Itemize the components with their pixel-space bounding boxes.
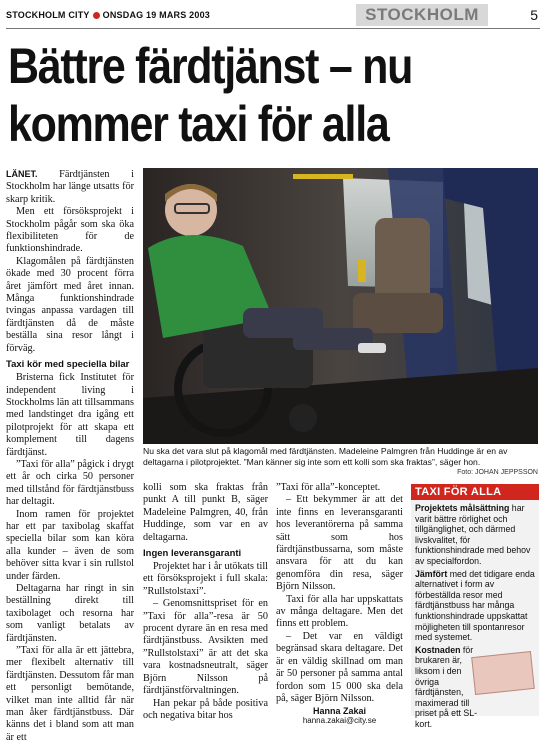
paragraph: ”Taxi för alla är ett jättebra, mer flexibelt alternativ till färdtjänsten. Dessutom får man ett personligt bemötande, vilket man inte alltid får när man åker färdtjänstbuss. Där känns det i bland som att man är ett (6, 645, 134, 743)
factbox-body (411, 500, 539, 734)
paragraph: Han pekar på både positiva och negativa bitar hos (143, 697, 268, 721)
dateline: LÄNET. (6, 169, 38, 179)
photo-caption: Nu ska det vara slut på klagomål med färdtjänsten. Madeleine Palmgren från Huddinge är en av deltagarna i pilotprojektet. ”Man känner sig inte som ett kolli som ska fraktas”, säger hon. (143, 446, 508, 467)
paragraph: LÄNET. Färdtjänsten i Stockholm har länge utsatts för skarp kritik. (6, 169, 134, 205)
paragraph: Men ett försöksprojekt i Stockholm pågår som ska öka flexibiliteten för de funktionshindrade. (6, 206, 134, 255)
page-number: 5 (530, 7, 538, 23)
red-dot-icon (93, 12, 100, 19)
paragraph: ”Taxi för alla” pågick i drygt ett år och cirka 50 personer med tillstånd för färdtjänstbuss har deltagit. (6, 458, 134, 508)
publication-line (6, 10, 210, 20)
headline (8, 37, 466, 153)
article-column-2 (143, 482, 268, 721)
paragraph: – Ett bekymmer är att det inte finns en leveransgaranti hos leverantörerna på samma sätt som hos färdtjänstbussarna, som måste ansvara för att du kan genomföra din resa, säger Björn Nilsson. (276, 494, 403, 593)
article-column-1 (6, 168, 134, 743)
taxi-interior-photo (143, 168, 538, 444)
author-email[interactable]: hanna.zakai@city.se (302, 716, 377, 726)
paragraph: kolli som ska fraktas från punkt A till punkt B, säger Madeleine Palmgren, 40, från Huddinge, som var en av deltagarna. (143, 482, 268, 543)
article-photo (143, 168, 538, 444)
subheading: Taxi kör med speciella bilar (6, 359, 130, 371)
paragraph: Klagomålen på färdtjänsten ökade med 30 procent förra året jämfört med året innan. Många funktionshindrade tvingas anpassa vardagen till färdtjänsten då de måste beställa sina resor långt i förväg. (6, 255, 134, 354)
publication-name: STOCKHOLM CITY (6, 10, 90, 20)
factbox-paragraph: Kostnaden för brukaren är, liksom i den övriga färdtjänsten, maximerad till priset på ett SL-kort. (415, 644, 478, 729)
factbox-title: TAXI FÖR ALLA (411, 484, 539, 500)
paragraph: Inom ramen för projektet har ett par taxibolag skaffat speciella bilar som kan köra alla kunder – även de som behöver sitta kvar i sin rullstol under färden. (6, 508, 134, 582)
author-byline: Hanna Zakai (312, 706, 367, 717)
paragraph: Projektet har i år utökats till ett försöksprojekt i full skala: ”Rullstolstaxi”. (143, 561, 268, 597)
factbox-paragraph: Projektets målsättning har varit bättre rörlighet och tillgänglighet, och därmed livskvalitet, för funktionshindrade med behov av specialfordon. (415, 503, 531, 566)
paragraph: ”Taxi för alla”-konceptet. (276, 482, 381, 493)
section-label: STOCKHOLM (356, 4, 488, 26)
paragraph: Taxi för alla har uppskattats av många deltagare. Men det finns ett problem. (276, 593, 403, 630)
issue-date: ONSDAG 19 MARS 2003 (102, 10, 210, 20)
paragraph: Bristerna fick Institutet för independent living i Stockholms län att tillsammans med landstinget dra igång ett pilotprojekt för att skapa ett komplement till dagens färdtjänst. (6, 372, 134, 458)
factbox-paragraph: Jämfört med det tidigare enda alternativet i form av förbeställda resor med färdtjänstbuss har många funktionshindrade uppskattat möjligheten till spontanresor med systemet. (415, 568, 535, 643)
masthead (6, 4, 540, 29)
headline-line-1: Bättre färdtjänst – nu (8, 38, 413, 94)
paragraph: Deltagarna har ringt in sin beställning direkt till taxibolaget och resorna har som vanligt betalats av färdtjänsten. (6, 583, 134, 644)
sl-card-image (471, 651, 535, 695)
subheading: Ingen leveransgaranti (143, 548, 242, 560)
article-column-3 (276, 482, 403, 726)
paragraph: – Det var en väldigt begränsad skara deltagare. Det är en väldig skillnad om man är 50 personer på samma antal fordon som 15 000 ska dela på, säger Björn Nilsson. (276, 630, 403, 704)
photo-credit: Foto: JOHAN JEPPSSON (457, 469, 538, 476)
paragraph: – Genomsnittspriset för en ”Taxi för alla”-resa är 50 procent dyrare än en resa med färdtjänstbuss. Avsikten med ”Rullstolstaxi” är att det ska vara kostnadsneutralt, säger Björn Nilsson på färdtjänstförvaltningen. (143, 598, 268, 697)
headline-line-2: kommer taxi för alla (8, 96, 389, 152)
